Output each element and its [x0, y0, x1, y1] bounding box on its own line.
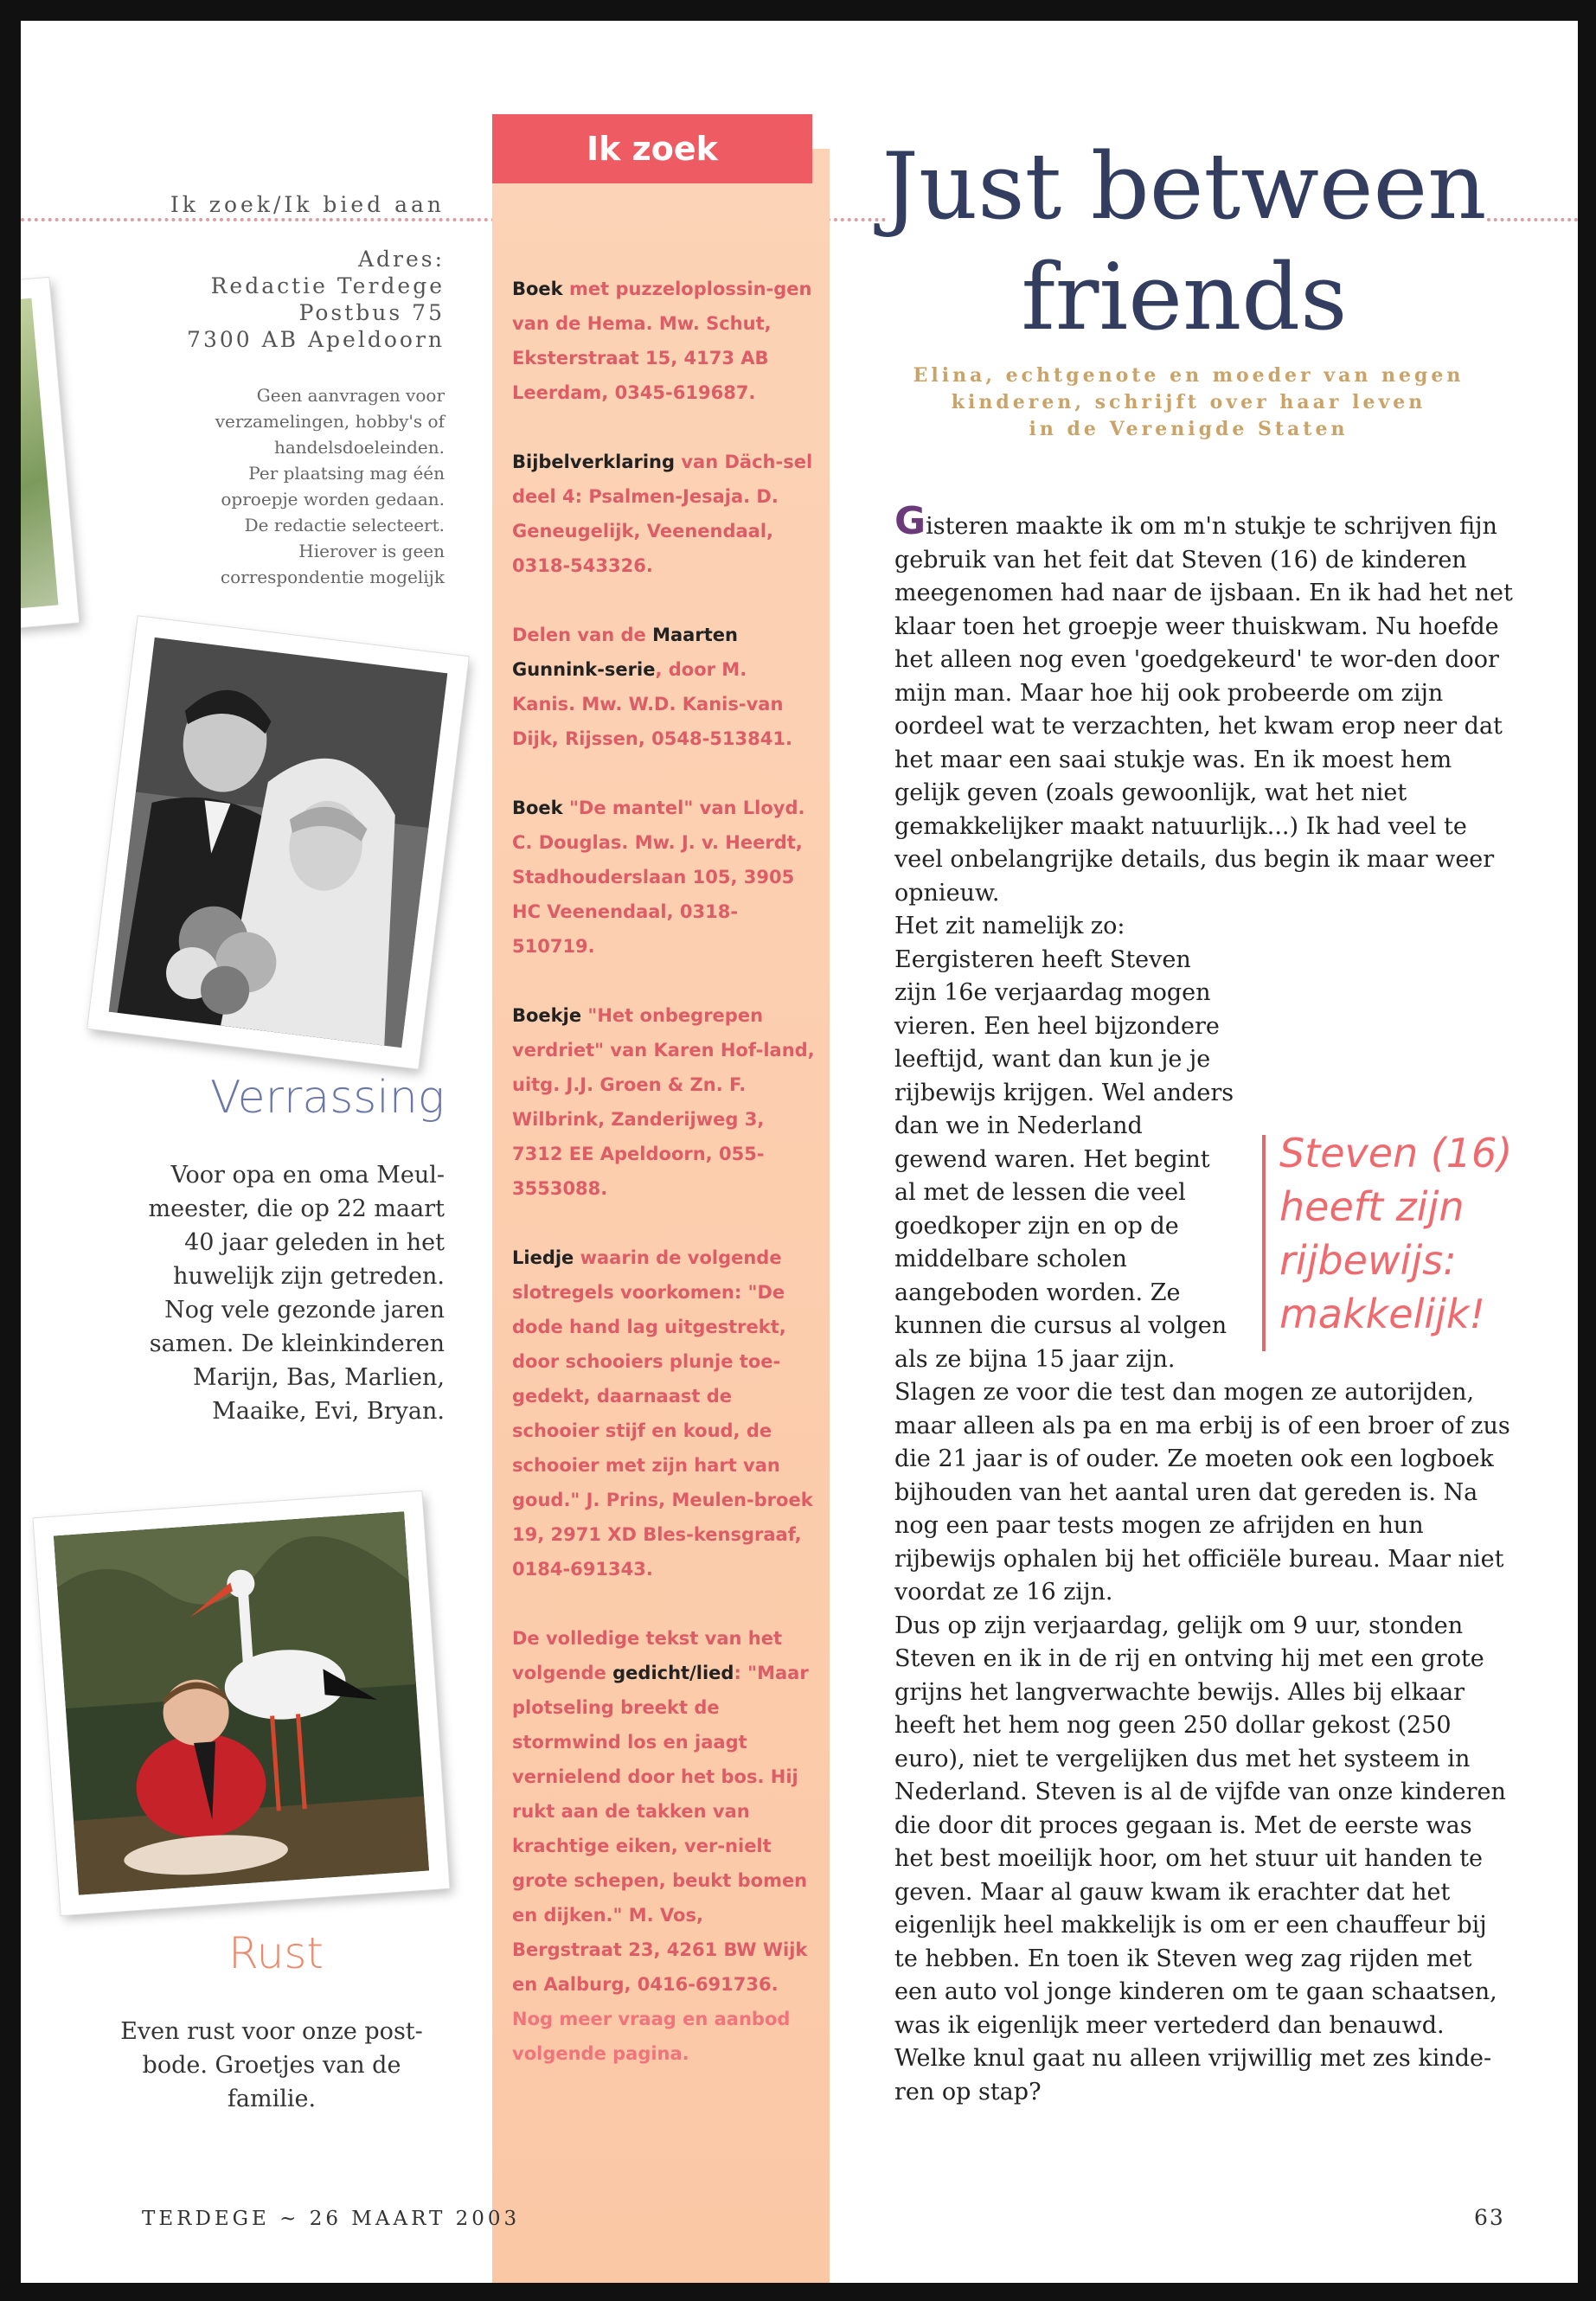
article-paragraph: Gisteren maakte ik om m'n stukje te schrijven fijn gebruik van het feit dat Steven (16) de kinderen meegenomen had naar de ijsbaan. En ik had het net klaar toen het groepje weer thuiskwam. Nu hoefde het alleen nog even 'goedgekeurd' te wor-den door mijn man. Maar hoe hij ook probeerde om zijn oordeel wat te verzachten, het kwam erop neer dat het maar een saai stukje was. En ik moest hem gelijk geven (zoals gewoonlijk, wat het niet gemakkelijker maakt natuurlijk...) Ik had veel te veel onbelangrijke details, dus begin ik maar weer opnieuw.: [894, 499, 1513, 907]
surprise-line: 40 jaar geleden in het: [184, 1229, 445, 1256]
pull-quote: [1253, 1126, 1513, 1360]
subtitle-line: kinderen, schrijft over haar leven: [951, 391, 1426, 413]
notice-line: oproepje worden gedaan.: [221, 489, 445, 510]
ad-item: Boek met puzzeloplossin-gen van de Hema. Mw. Schut, Eksterstraat 15, 4173 AB Leerdam, 0345-619687.: [512, 279, 812, 403]
ik-zoek-tab: Ik zoek: [492, 114, 812, 183]
ad-item: De volledige tekst van het volgende gedicht/lied: "Maar plotseling breekt de stormwind los en jaagt vernielend door het bos. Hij rukt aan de takken van krachtige eiken, ver-nielt grote schepen, beukt bomen en dijken." M. Vos, Bergstraat 23, 4261 BW Wijk en Aalburg, 0416-691736.: [512, 1628, 809, 1995]
article-paragraph: Dus op zijn verjaardag, gelijk om 9 uur, stonden Steven en ik in de rij en ontving hij met een grote grijns het langverwachte bewijs. Alles bij elkaar heeft het hem nog geen 250 dollar gekost (250 euro), niet te vergelijken dus met het systeem in Nederland. Steven is al de vijfde van onze kinderen die door dit proces gegaan is. Met de eerste was het best moeilijk hoor, om het stuur uit handen te geven. Maar al gauw kwam ik erachter dat het eigenlijk heel makkelijk is om er een chauffeur bij te hebben. En toen ik Steven weg zag rijden met een auto vol jonge kinderen om te gaan schaatsen, was ik eigenlijk meer vertederd dan benauwd. Welke knul gaat nu alleen vrijwillig met zes kinde-ren op stap?: [894, 1612, 1506, 2106]
page-number: 63: [1474, 2205, 1505, 2230]
surprise-line: Maaike, Evi, Bryan.: [212, 1398, 445, 1425]
rest-message: [107, 2015, 436, 2116]
surprise-line: meester, die op 22 maart: [148, 1195, 445, 1222]
surprise-line: samen. De kleinkinderen: [149, 1330, 445, 1357]
pull-quote-bracket: [1262, 1135, 1266, 1351]
address-line: Redactie Terdege: [210, 273, 445, 298]
footer-issue: TERDEGE ~ 26 MAART 2003: [142, 2208, 521, 2230]
title-line: Just between: [881, 133, 1487, 240]
stork-photo: [34, 1491, 450, 1915]
drop-cap: G: [894, 499, 926, 543]
section-heading: Ik zoek/Ik bied aan: [170, 192, 445, 217]
address-line: 7300 AB Apeldoorn: [187, 327, 445, 352]
dotted-rule-left: [21, 218, 471, 221]
rest-line: bode. Groetjes van de: [142, 2052, 401, 2079]
surprise-message: [99, 1158, 445, 1428]
more-ads-note: Nog meer vraag en aanbod volgende pagina.: [512, 2009, 791, 2064]
notice-block: [151, 382, 445, 590]
surprise-heading: Verrassing: [210, 1072, 445, 1124]
notice-line: handelsdoeleinden.: [273, 437, 445, 458]
address-block: [142, 246, 445, 353]
ad-item: Delen van de Maarten Gunnink-serie, door M. Kanis. Mw. W.D. Kanis-van Dijk, Rijssen, 0548-513841.: [512, 625, 792, 749]
ad-item: Bijbelverklaring van Däch-sel deel 4: Psalmen-Jesaja. D. Geneugelijk, Veenendaal, 0318-543326.: [512, 452, 813, 576]
wedding-photo: [87, 616, 469, 1068]
article-subtitle: [912, 362, 1465, 443]
stork-photo-image: [54, 1511, 429, 1894]
notice-line: verzamelingen, hobby's of: [215, 411, 445, 432]
article-body: [894, 499, 1513, 2109]
notice-line: Geen aanvragen voor: [256, 385, 445, 406]
subtitle-line: Elina, echtgenote en moeder van negen: [913, 364, 1465, 387]
address-line: Postbus 75: [298, 300, 445, 325]
notice-line: De redactie selecteert.: [244, 515, 445, 535]
ad-item: Liedje waarin de volgende slotregels voorkomen: "De dode hand lag uitgestrekt, door schooiers plunje toe-gedekt, daarnaast de schooier stijf en koud, de schooier met zijn hart van goud." J. Prins, Meulen-broek 19, 2971 XD Bles-kensgraaf, 0184-691343.: [512, 1247, 813, 1580]
ad-item: Boek "De mantel" van Lloyd. C. Douglas. Mw. J. v. Heerdt, Stadhouderslaan 105, 3905 HC Veenendaal, 0318-510719.: [512, 798, 805, 957]
surprise-line: Nog vele gezonde jaren: [164, 1297, 445, 1324]
rest-heading: Rust: [228, 1928, 324, 1978]
surprise-line: Marijn, Bas, Marlien,: [192, 1364, 445, 1391]
article-paragraph: Het zit namelijk zo: Eergisteren heeft Steven zijn 16e verjaardag mogen vieren. Een heel bijzondere leeftijd, want dan kun je je rijbewijs krijgen. Wel anders dan we in Nederland gewend waren. Het begint al met de lessen die veel goedkoper zijn en op de middelbare scholen aangeboden worden. Ze kunnen die cursus al volgen als ze bijna 15 jaar zijn. Slagen ze voor die test dan mogen ze autorijden, maar alleen als pa en ma erbij is of een broer of zus die 21 jaar is of ouder. Ze moeten ook een logboek bijhouden van het aantal uren dat gereden is. Na nog een paar tests mogen ze afrijden en hun rijbewijs ophalen bij het officiële bureau. Maar niet voordat ze 16 zijn.: [894, 913, 1510, 1606]
magazine-page: [21, 21, 1578, 2283]
title-line: friends: [1021, 244, 1348, 350]
article-title: [881, 131, 1487, 353]
rest-line: familie.: [227, 2086, 317, 2112]
ads-list: [512, 272, 815, 2106]
pull-quote-text: Steven (16) heeft zijn rijbewijs: makkelijk!: [1279, 1130, 1513, 1337]
wedding-photo-image: [109, 638, 448, 1048]
surprise-line: huwelijk zijn getreden.: [173, 1263, 445, 1290]
ad-item: Boekje "Het onbegrepen verdriet" van Karen Hof-land, uitg. J.J. Groen & Zn. F. Wilbrink, Zanderijweg 3, 7312 EE Apeldoorn, 055-3553088.: [512, 1005, 815, 1199]
notice-line: correspondentie mogelijk: [220, 567, 445, 587]
rest-line: Even rust voor onze post-: [120, 2018, 423, 2045]
dotted-rule-right: [1487, 218, 1578, 221]
edge-photo: [21, 278, 79, 629]
surprise-line: Voor opa en oma Meul-: [170, 1162, 445, 1189]
address-label: Adres:: [357, 247, 445, 272]
notice-line: Per plaatsing mag één: [248, 463, 445, 484]
subtitle-line: in de Verenigde Staten: [1029, 418, 1349, 440]
notice-line: Hierover is geen: [298, 541, 445, 561]
